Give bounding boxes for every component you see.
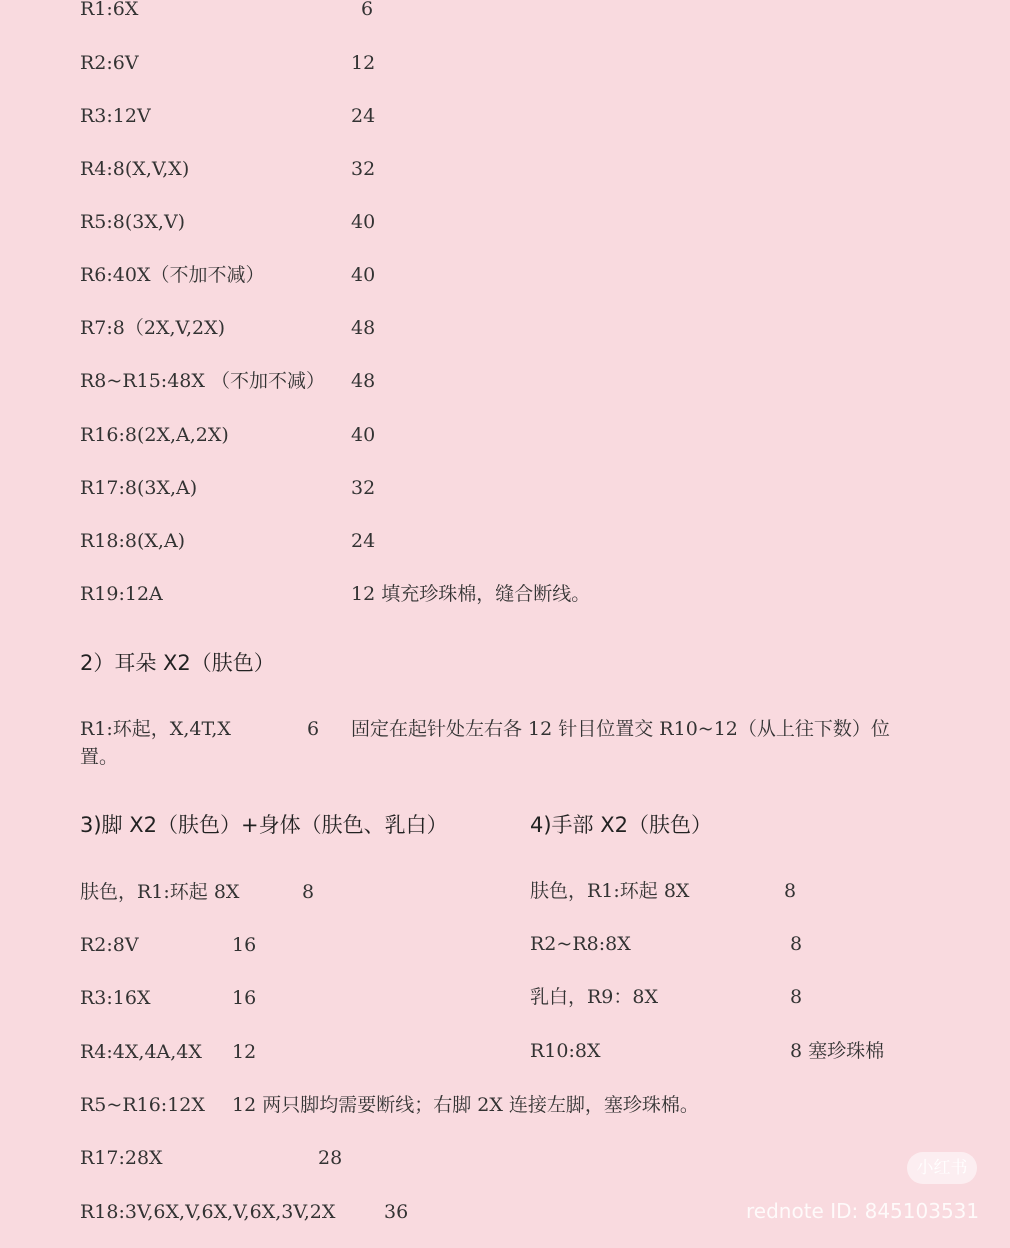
ears-row-note: 固定在起针处左右各 12 针目位置交 R10~12（从上往下数）位	[351, 718, 890, 740]
head-row-count: 6	[361, 0, 374, 20]
head-row-count: 24	[351, 530, 376, 552]
head-row-count: 32	[351, 477, 376, 499]
hands-row-count: 8	[784, 880, 797, 902]
feet-row-count: 12	[232, 1041, 257, 1063]
head-row-count: 48	[351, 317, 376, 339]
feet-row-label: R18:3V,6X,V,6X,V,6X,3V,2X	[80, 1201, 336, 1223]
feet-row-label: R2:8V	[80, 934, 139, 956]
head-row-label: R19:12A	[80, 583, 163, 605]
hands-row-count: 8 塞珍珠棉	[790, 1040, 885, 1062]
head-row-label: R5:8(3X,V)	[80, 211, 186, 233]
feet-row-count: 12 两只脚均需要断线；右脚 2X 连接左脚，塞珍珠棉。	[232, 1094, 699, 1116]
head-row-label: R6:40X（不加不减）	[80, 264, 265, 286]
head-row-label: R4:8(X,V,X)	[80, 158, 190, 180]
watermark-id: rednote ID: 845103531	[746, 1199, 980, 1223]
feet-row-label: R17:28X	[80, 1147, 163, 1169]
hands-row-count: 8	[790, 986, 803, 1008]
head-row-count: 12	[351, 52, 376, 74]
feet-row-label: 肤色，R1:环起 8X	[80, 881, 240, 903]
head-row-label: R18:8(X,A)	[80, 530, 186, 552]
watermark-logo: 小红书	[907, 1152, 977, 1184]
hands-heading: 4)手部 X2（肤色）	[530, 813, 712, 837]
head-row-label: R2:6V	[80, 52, 139, 74]
head-row-count: 32	[351, 158, 376, 180]
feet-heading: 3)脚 X2（肤色）+身体（肤色、乳白）	[80, 813, 448, 837]
feet-row-count: 16	[232, 934, 257, 956]
ears-row-note-cont: 置。	[80, 746, 119, 768]
hands-row-label: 肤色，R1:环起 8X	[530, 880, 690, 902]
feet-row-count: 28	[318, 1147, 343, 1169]
feet-row-count: 36	[384, 1201, 409, 1223]
head-row-count: 40	[351, 211, 376, 233]
hands-row-label: R2~R8:8X	[530, 933, 631, 955]
feet-row-count: 16	[232, 987, 257, 1009]
head-row-label: R3:12V	[80, 105, 151, 127]
head-row-label: R17:8(3X,A)	[80, 477, 198, 499]
head-row-label: R7:8（2X,V,2X)	[80, 317, 226, 339]
head-row-label: R8~R15:48X （不加不减）	[80, 370, 325, 392]
feet-row-label: R5~R16:12X	[80, 1094, 205, 1116]
head-row-count: 12 填充珍珠棉，缝合断线。	[351, 583, 591, 605]
hands-row-label: R10:8X	[530, 1040, 601, 1062]
feet-row-count: 8	[302, 881, 315, 903]
head-row-count: 48	[351, 370, 376, 392]
ears-row-count: 6	[307, 718, 320, 740]
head-row-label: R16:8(2X,A,2X)	[80, 424, 229, 446]
head-row-count: 40	[351, 424, 376, 446]
head-row-count: 40	[351, 264, 376, 286]
head-row-count: 24	[351, 105, 376, 127]
feet-row-label: R3:16X	[80, 987, 151, 1009]
hands-row-label: 乳白，R9：8X	[530, 986, 659, 1008]
head-row-label: R1:6X	[80, 0, 139, 20]
feet-row-label: R4:4X,4A,4X	[80, 1041, 202, 1063]
hands-row-count: 8	[790, 933, 803, 955]
ears-heading: 2）耳朵 X2（肤色）	[80, 651, 275, 675]
ears-row-label: R1:环起，X,4T,X	[80, 718, 231, 740]
